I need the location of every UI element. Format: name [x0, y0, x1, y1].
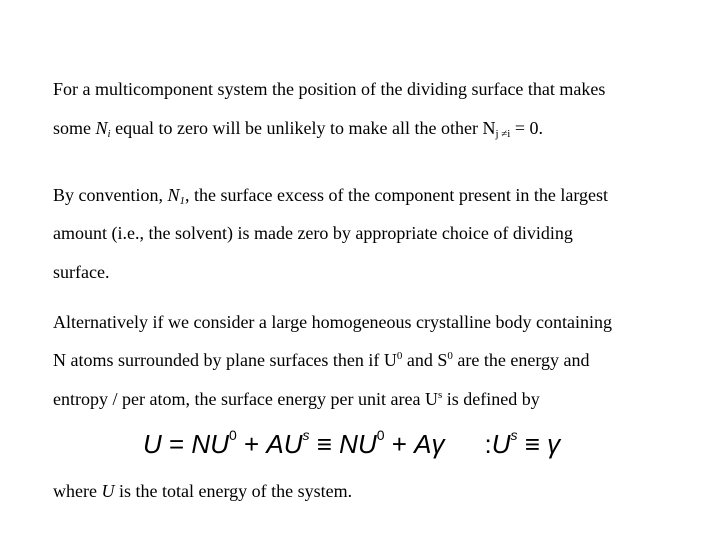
eq-sup-0: 0: [376, 427, 385, 443]
superscript-0: 0: [447, 350, 453, 362]
eq-equiv: ≡: [309, 429, 340, 459]
superscript-s: s: [438, 389, 443, 401]
eq-A-gamma: Aγ: [414, 429, 445, 459]
text: and S: [402, 350, 448, 370]
surface-energy-equation: [143, 424, 560, 464]
text: some: [53, 118, 96, 138]
paragraph-2-line-1: [53, 184, 608, 206]
paragraph-1-line-1: [53, 78, 605, 100]
subscript-j-neq-i: j ≠i: [495, 128, 511, 140]
eq-sup-s: s: [510, 427, 518, 443]
eq-plus: +: [236, 429, 267, 459]
paragraph-3-line-2: [53, 349, 590, 371]
paragraph-4-line-1: [53, 480, 352, 502]
superscript-0: 0: [396, 350, 403, 362]
text: equal to zero will be unlikely to make all the other N: [110, 118, 496, 138]
eq-NU: NU: [339, 429, 377, 459]
text: By convention,: [53, 185, 168, 205]
subscript-i: i: [107, 128, 111, 140]
paragraph-2-line-2: [53, 222, 573, 244]
text: N atoms surrounded by plane surfaces then if U: [53, 350, 397, 370]
paragraph-1-line-2: [53, 117, 543, 139]
symbol-N: N: [167, 185, 180, 205]
symbol-N: N: [95, 118, 108, 138]
eq-AU: AU: [266, 429, 303, 459]
eq-NU: NU: [191, 429, 229, 459]
text: is defined by: [442, 389, 540, 409]
eq-U: U: [143, 429, 162, 459]
text: entropy / per atom, the surface energy per unit area U: [53, 389, 439, 409]
eq-plus: +: [384, 429, 415, 459]
text: = 0.: [510, 118, 544, 138]
text: For a multicomponent system the position of the dividing surface that makes: [53, 79, 606, 99]
text: amount (i.e., the solvent) is made zero by appropriate choice of dividing: [53, 223, 573, 243]
symbol-U: U: [101, 481, 115, 501]
subscript-1: 1: [179, 195, 186, 207]
paragraph-2-line-3: [53, 261, 109, 283]
text: where: [53, 481, 102, 501]
eq-sup-0: 0: [228, 427, 237, 443]
eq-equals: =: [161, 429, 192, 459]
text: are the energy and: [452, 350, 590, 370]
eq-U: U: [491, 429, 511, 459]
paragraph-3-line-3: [53, 388, 540, 410]
text: surface.: [53, 262, 110, 282]
paragraph-3-line-1: [53, 311, 612, 333]
text: is the total energy of the system.: [114, 481, 353, 501]
text: , the surface excess of the component present in the largest: [185, 185, 609, 205]
text: Alternatively if we consider a large homogeneous crystalline body containing: [53, 312, 613, 332]
eq-equiv: ≡: [517, 429, 548, 459]
eq-gamma: γ: [547, 429, 561, 459]
eq-colon: :: [484, 429, 492, 459]
eq-sup-s: s: [302, 427, 310, 443]
